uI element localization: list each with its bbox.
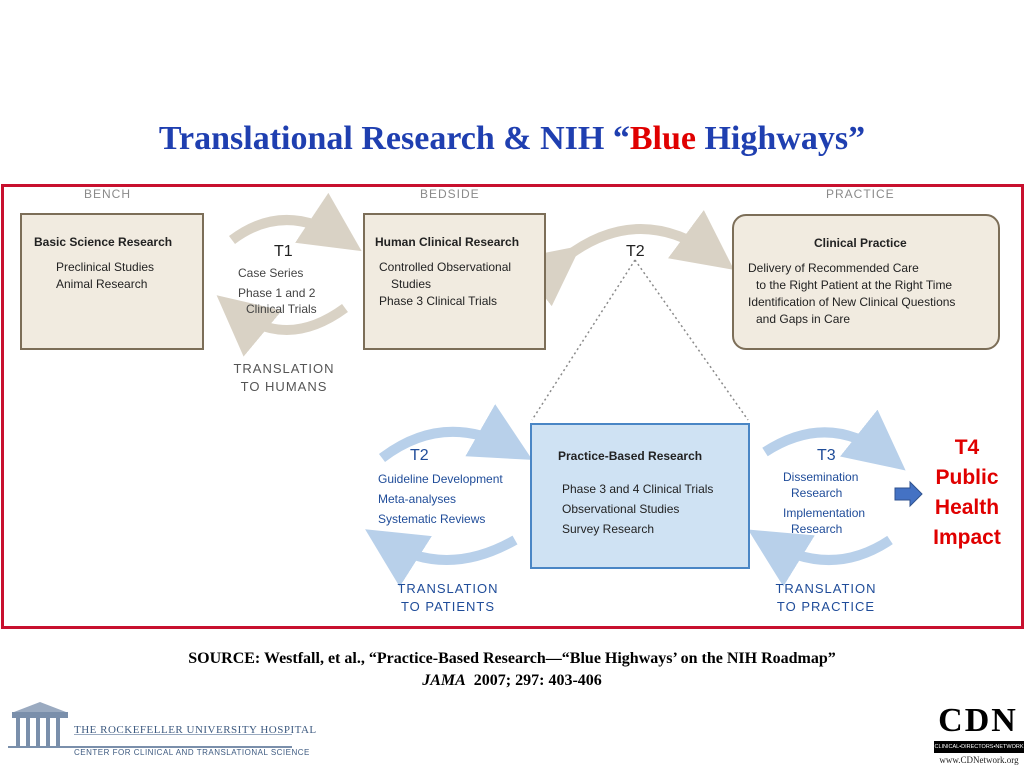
t2-bottom-line: Meta-analyses — [378, 492, 457, 506]
column-label-practice: PRACTICE — [826, 187, 895, 201]
cdn-logo-subtitle: CLINICAL•DIRECTORS•NETWORK — [934, 741, 1024, 753]
t4-public-health-impact — [922, 433, 1012, 553]
t1-label — [238, 243, 317, 317]
t1-line: Phase 1 and 2 — [238, 286, 316, 300]
source-line-2 — [0, 670, 1024, 692]
t3-line: Research — [791, 522, 843, 536]
t3-line: Research — [791, 486, 843, 500]
t3-label — [783, 447, 865, 537]
translation-to-practice — [766, 580, 886, 616]
translation-to-patients-line: TRANSLATION — [397, 581, 499, 596]
translation-to-humans-line: TRANSLATION — [233, 361, 335, 376]
t2-top-label — [626, 243, 645, 265]
basic-science-line: Animal Research — [56, 277, 148, 291]
column-label-bedside: BEDSIDE — [420, 187, 480, 201]
human-clinical-heading: Human Clinical Research — [375, 235, 520, 249]
t2-bottom-arrow-bottom — [382, 540, 515, 560]
t2-bottom-line: Systematic Reviews — [378, 512, 486, 526]
clinical-practice-heading: Clinical Practice — [814, 236, 907, 250]
rockefeller-name: THE ROCKEFELLER UNIVERSITY HOSPITAL — [74, 724, 317, 736]
t3-line: Dissemination — [783, 470, 859, 484]
t4-line: T4 — [954, 436, 980, 459]
clinical-practice-box — [732, 214, 1000, 350]
source-citation — [0, 648, 1024, 692]
human-clinical-line: Phase 3 Clinical Trials — [379, 294, 498, 308]
human-clinical-line: Studies — [391, 277, 432, 291]
t4-line: Health — [934, 496, 1000, 519]
human-clinical-line: Controlled Observational — [379, 260, 512, 274]
practice-based-line: Phase 3 and 4 Clinical Trials — [562, 482, 714, 496]
translation-to-humans-line: TO HUMANS — [240, 379, 328, 394]
t2-bottom-title: T2 — [410, 447, 429, 464]
practice-based-line: Survey Research — [562, 522, 655, 536]
human-clinical-box — [363, 213, 546, 350]
t2-top-title: T2 — [626, 243, 645, 260]
source-line-1: SOURCE: Westfall, et al., “Practice-Based Research—“Blue Highways’ on the NIH Roadmap” — [188, 650, 836, 667]
title-blue-word: Blue — [629, 120, 696, 157]
t4-line: Public — [935, 466, 999, 489]
t1-line: Case Series — [238, 266, 304, 280]
t1-line: Clinical Trials — [246, 302, 317, 316]
translation-to-patients — [388, 580, 508, 616]
title-part-1: Translational Research & NIH “ — [158, 120, 630, 157]
t3-line: Implementation — [783, 506, 866, 520]
t4-arrow-icon — [895, 482, 922, 506]
clinical-practice-line: to the Right Patient at the Right Time — [756, 278, 953, 292]
translation-to-patients-line: TO PATIENTS — [400, 599, 496, 614]
dotted-connector — [532, 260, 748, 420]
cdn-logo-letters: CDN — [938, 702, 1018, 739]
rockefeller-subtitle: CENTER FOR CLINICAL AND TRANSLATIONAL SCIENCE — [74, 748, 310, 757]
clinical-practice-line: Delivery of Recommended Care — [748, 261, 919, 275]
cdn-url: www.CDNetwork.org — [939, 755, 1019, 765]
practice-based-line: Observational Studies — [562, 502, 680, 516]
basic-science-heading: Basic Science Research — [34, 235, 173, 249]
t3-arrow-bottom — [765, 540, 890, 560]
t3-title: T3 — [817, 447, 836, 464]
clinical-practice-line: and Gaps in Care — [756, 312, 851, 326]
translation-to-practice-line: TRANSLATION — [775, 581, 877, 596]
source-journal: JAMA — [422, 672, 466, 689]
t2-bottom-label — [378, 447, 503, 529]
t4-line: Impact — [933, 526, 1001, 549]
t1-title: T1 — [274, 243, 293, 260]
clinical-practice-line: Identification of New Clinical Questions — [748, 295, 956, 309]
translation-to-practice-line: TO PRACTICE — [776, 599, 876, 614]
title-part-3: Highways” — [695, 120, 866, 157]
basic-science-line: Preclinical Studies — [56, 260, 155, 274]
t1-arrow-top — [232, 220, 345, 240]
practice-based-heading: Practice-Based Research — [558, 449, 703, 463]
basic-science-box — [20, 213, 204, 350]
translation-to-humans — [226, 360, 342, 396]
t2-bottom-line: Guideline Development — [378, 472, 503, 486]
source-details: 2007; 297: 403-406 — [465, 672, 602, 689]
column-label-bench: BENCH — [84, 187, 132, 201]
practice-based-box — [530, 423, 750, 569]
